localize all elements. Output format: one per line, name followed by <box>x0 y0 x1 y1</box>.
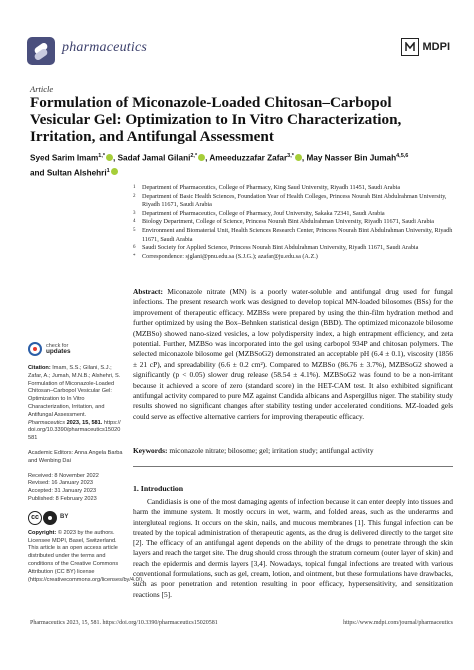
footer-citation[interactable]: Pharmaceutics 2023, 15, 581. https://doi.org/10.3390/pharmaceutics15020581 <box>30 620 218 626</box>
citation-doi-link[interactable]: https://doi.org/10.3390/pharmaceutics15020581 <box>28 419 121 442</box>
affiliation-item <box>133 244 453 253</box>
check-updates-line1: check for <box>46 342 69 349</box>
author-affiliation-marker: 2,* <box>190 153 198 159</box>
attribution-icon <box>43 511 57 525</box>
check-updates-line2: updates <box>46 348 71 355</box>
mdpi-logo[interactable] <box>401 38 451 56</box>
academic-editors: Academic Editors: Anna Angela Barba and Wenbing Dai <box>28 449 123 464</box>
copyright-text: © 2023 by the authors. Licensee MDPI, Basel, Switzerland. This article is an open access article distributed under the terms and conditions of the Creative Commons Attribution (CC BY) license (https://creativecommons.org/licenses/by/4.0/). <box>28 529 144 583</box>
affiliation-number: 3 <box>133 210 136 216</box>
article-info-sidebar <box>28 365 144 591</box>
author-name[interactable]: Ameeduzzafar Zafar <box>209 153 288 163</box>
author-affiliation-marker: 4,5,6 <box>396 153 409 159</box>
author-name[interactable]: May Nasser Bin Jumah <box>306 153 397 163</box>
abstract-label: Abstract: <box>133 287 163 296</box>
paper-title: Formulation of Miconazole-Loaded Chitosan–Carbopol Vesicular Gel: Optimization to In Vitro Characterization, Irritation, and Antifungal Assessment <box>30 94 402 145</box>
journal-name[interactable]: pharmaceutics <box>62 40 148 55</box>
cc-by-license-badge[interactable] <box>28 511 123 525</box>
author-name[interactable]: Syed Sarim Imam <box>30 153 99 163</box>
affiliation-text: Department of Pharmaceutics, College of Pharmacy, King Saud University, Riyadh 11451, Saudi Arabia <box>142 184 401 191</box>
citation-block <box>28 365 123 443</box>
page-footer <box>30 620 453 626</box>
creative-commons-icon: cc <box>28 511 42 525</box>
affiliation-item <box>133 227 453 244</box>
orcid-icon[interactable] <box>111 168 118 175</box>
cc-by-label: BY <box>60 513 69 520</box>
correspondence-item <box>133 253 453 262</box>
affiliation-number: 1 <box>133 185 136 190</box>
author-name[interactable]: Sultan Alshehri <box>46 168 107 178</box>
footer-journal-url[interactable]: https://www.mdpi.com/journal/pharmaceutics <box>343 620 453 626</box>
affiliation-number: 5 <box>133 227 136 233</box>
affiliation-text: Department of Pharmaceutics, College of Pharmacy, Jouf University, Sakaka 72341, Saudi Arabia <box>142 209 385 217</box>
keywords <box>133 446 453 456</box>
published-date: Published: 8 February 2023 <box>28 495 97 502</box>
check-for-updates-button[interactable] <box>28 342 71 356</box>
affiliation-text: Saudi Society for Applied Science, Princess Nourah Bint Abdulrahman University, Riyadh 11671, Saudi Arabia <box>142 244 419 252</box>
section-heading: 1. Introduction <box>133 484 184 493</box>
affiliation-item <box>133 210 453 219</box>
keywords-label: Keywords: <box>133 446 168 455</box>
journal-logo-icon <box>26 36 56 66</box>
article-type: Article <box>30 84 54 94</box>
revised-date: Revised: 16 January 2023 <box>28 480 93 487</box>
abstract-text: Miconazole nitrate (MN) is a poorly water-soluble and antifungal drug used for fungal infections. The present research work was designed to develop topical MN-loaded bilosomes (BSs) for the improvement of therapeutic efficacy. MZBSs were prepared by using the thin-film hydration method and further optimized by using the Box–Behnken statistical design (BBD). The optimized miconazole bilosome (MZBSo) showed nano-sized vesicles, a low polydispersity index, a high entrapment efficiency, and zeta potential. Further, MZBSo was incorporated into the gel using carbopol 934P and chitosan polymers. The selected miconazole bilosome gel (MZBSoG2) demonstrated an acceptable pH (6.4 ± 0.1), viscosity (1856 ± 21 cP), and spreadability (6.6 ± 0.2 cm²). Compared to MZBSo (86.76 ± 3.7%), MZBSoG2 showed a significantly (p < 0.05) slower drug release (58.54 ± 4.1%). MZBSoG2 was found to be a non-irritant because it achieved a score of zero (standard score) in the HET-CAM test. It also exhibited significant antifungal activity compared to pure MZ against Candida albicans and Aspergillus niger. The stability study results showed no significant changes after stability testing under accelerated conditions. MZ-loaded gels could serve as effective alternative carriers for improving therapeutic efficacy. <box>133 287 453 421</box>
mdpi-logo-text: MDPI <box>422 41 450 53</box>
affiliation-text: Biology Department, College of Science, Princess Nourah Bint Abdulrahman University, Riyadh 11671, Saudi Arabia <box>142 218 435 226</box>
author-list: Syed Sarim Imam$^{1,*}$ , Sadaf Jamal Gilani$^{2,*}$ , Ameeduzzafar Zafar$^{3,*}$ , May Nasser Bin Jumah$^{4,5,6}$ and Sultan Alshehri$^1$ <box>30 153 409 178</box>
affiliation-item <box>133 184 453 193</box>
citation-year-volume: 2023, 15, 581. <box>66 419 103 426</box>
citation-label: Citation: <box>28 365 51 371</box>
affiliation-text: Environment and Biomaterial Unit, Health Sciences Research Center, Princess Nourah Bint Abdulrahman University, Riyadh 11671, Saudi Arabia <box>142 226 453 243</box>
received-date: Received: 8 November 2022 <box>28 472 99 479</box>
affiliation-text: Department of Basic Health Sciences, Foundation Year of Health Colleges, Princess Nourah Bint Abdulrahman University, Riyadh 11671, Saudi Arabia <box>142 192 447 209</box>
dates-block <box>28 473 123 504</box>
affiliation-item <box>133 193 453 210</box>
keywords-text: miconazole nitrate; bilosome; gel; irritation study; antifungal activity <box>169 446 374 455</box>
affiliation-number: * <box>133 253 136 259</box>
editors-block <box>28 450 123 466</box>
citation-text: Imam, S.S.; Gilani, S.J.; Zafar, A.; Jumah, M.N.B.; Alshehri, S. Formulation of Miconazole-Loaded Chitosan–Carbopol Vesicular Gel: Optimization to In Vitro Characterization, Irritation, and Antifungal Assessment. <box>28 365 121 418</box>
affiliation-item <box>133 218 453 227</box>
section-divider <box>133 466 453 467</box>
copyright-block <box>28 529 144 585</box>
affiliation-number: 2 <box>133 193 136 199</box>
abstract <box>133 287 453 422</box>
affiliation-number: 4 <box>133 219 136 225</box>
orcid-icon[interactable] <box>198 154 205 161</box>
orcid-icon[interactable] <box>295 154 302 161</box>
correspondence-text[interactable]: Correspondence: sjglani@pnu.edu.sa (S.J.G.); azafar@ju.edu.sa (A.Z.) <box>142 252 318 260</box>
author-affiliation-marker: 1 <box>106 167 110 174</box>
introduction-paragraph: Candidiasis is one of the most damaging agents of infection because it can enter deeply into tissues and harm the immune system. It mostly occurs in wet, warm, and folded areas, such as the underarms and intergluteal regions. It occurs on the skin, nails, and mucous membranes [1]. This fungal infection can be treated by the topical administration of therapeutic agents, as the drug is delivered directly to the target site [2]. The efficacy of an antifungal agent depends on the ability of the drugs to penetrate through the skin layers and reach the target site. The drug should cross through the stratum corneum (outer layer of skin) and reach the epidermis and dermis layers [3,4]. Nowadays, topical fungal infections are treated with various conventional formulations, such as gel, cream, lotion, and ointment, but these formulations have drawbacks, such as poor penetration and retention resulting in poor efficacy, hypersensitivity, and sensitization reactions [5]. <box>133 497 453 599</box>
mdpi-logo-icon <box>401 38 419 56</box>
citation-journal: Pharmaceutics <box>28 419 65 426</box>
orcid-icon[interactable] <box>106 154 113 161</box>
copyright-label: Copyright: <box>28 529 57 536</box>
accepted-date: Accepted: 31 January 2023 <box>28 488 97 495</box>
author-name[interactable]: Sadaf Jamal Gilani <box>117 153 191 163</box>
author-affiliation-marker: 3,* <box>287 153 294 159</box>
author-affiliation-marker: 1,* <box>98 153 105 159</box>
check-updates-icon <box>28 342 42 356</box>
affiliation-number: 6 <box>133 245 136 251</box>
affiliation-list <box>133 184 453 261</box>
